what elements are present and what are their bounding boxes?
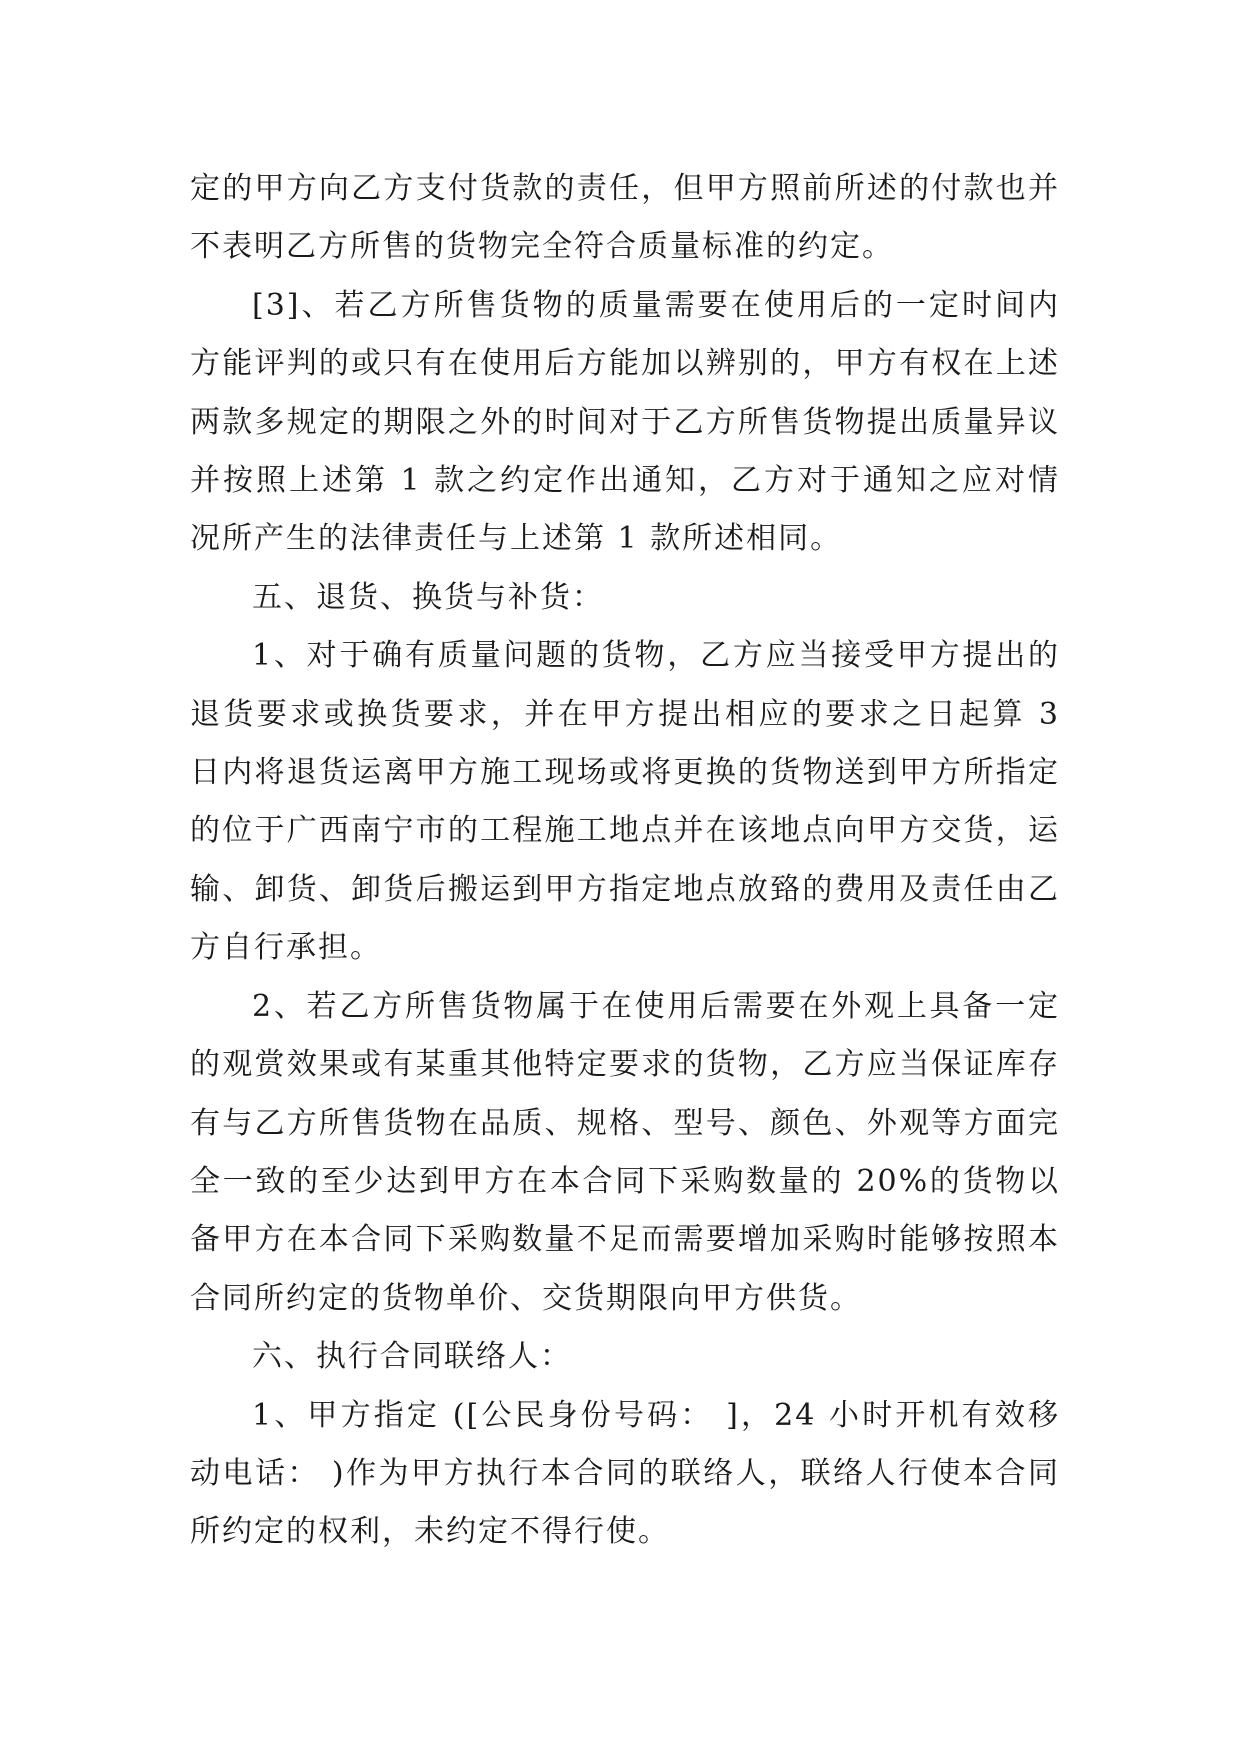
paragraph-returns-clause-1: 1、对于确有质量问题的货物，乙方应当接受甲方提出的退货要求或换货要求，并在甲方提出相应的要求之日起算 3 日内将退货运离甲方施工现场或将更换的货物送到甲方所指定的位于广西南宁市的工程施工地点并在该地点向甲方交货，运输、卸货、卸货后搬运到甲方指定地点放臵的费用及责任由乙方自行承担。 [190, 638, 1060, 966]
paragraph-returns-clause-2: 2、若乙方所售货物属于在使用后需要在外观上具备一定的观赏效果或有某重其他特定要求的货物，乙方应当保证库存有与乙方所售货物在品质、规格、型号、颜色、外观等方面完全一致的至少达到甲方在本合同下采购数量的 20%的货物以备甲方在本合同下采购数量不足而需要增加采购时能够按照本合同所约定的货物单价、交货期限向甲方供货。 [190, 988, 1060, 1316]
paragraph-contact-clause-1: 1、甲方指定 ([公民身份号码： ]，24 小时开机有效移动电话： )作为甲方执行本合同的联络人，联络人行使本合同所约定的权利，未约定不得行使。 [190, 1397, 1060, 1550]
section-heading-contact-person: 六、执行合同联络人： [252, 1339, 572, 1375]
document-body [190, 160, 1060, 1562]
paragraph-clause-3: [3]、若乙方所售货物的质量需要在使用后的一定时间内方能评判的或只有在使用后方能加以辨别的，甲方有权在上述两款多规定的期限之外的时间对于乙方所售货物提出质量异议并按照上述第 1 款之约定作出通知，乙方对于通知之应对情况所产生的法律责任与上述第 1 款所述相同。 [190, 287, 1060, 557]
section-heading-returns: 五、退货、换货与补货： [252, 579, 604, 615]
paragraph-payment-clause-continuation: 定的甲方向乙方支付货款的责任，但甲方照前所述的付款也并不表明乙方所售的货物完全符合质量标准的约定。 [190, 171, 1060, 265]
